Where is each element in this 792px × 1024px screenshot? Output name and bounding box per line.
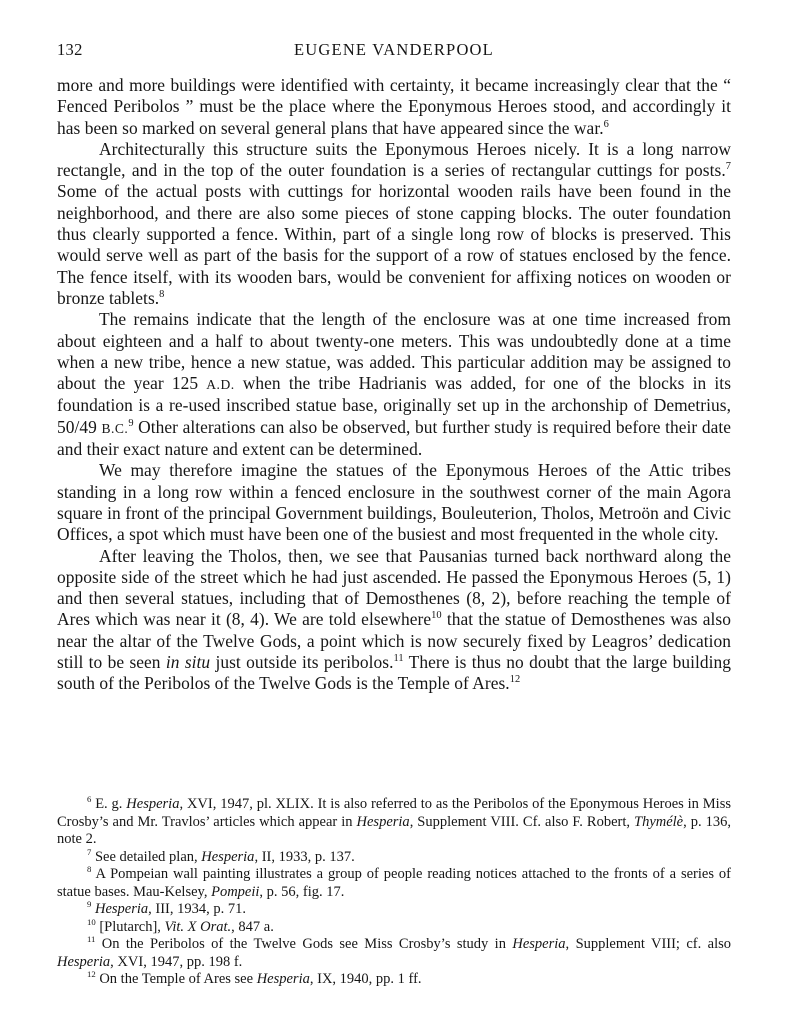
footnote-7: [57, 846, 731, 867]
footnote-ref-8[interactable]: 8: [159, 289, 165, 301]
text-run: just outside its peribolos.: [210, 652, 394, 673]
era-abbreviation: A.D.: [206, 377, 235, 393]
footnote-number: 12: [87, 969, 96, 980]
book-title: Thymélè: [634, 813, 684, 830]
journal-title: Hesperia: [256, 971, 310, 987]
text-run: more and more buildings were identified with certainty, it became increasingly clear that the “ Fenced Peribolos ” must be the place where the Eponymous Heroes stood, and accordingly it has been so marked on several general plans that have appeared since the war.: [57, 75, 731, 138]
text-run: that the statue of Demosthenes was also near the altar of the Twelve Gods, a point which is now securely fixed by Leagros’ dedication still to be seen: [57, 609, 731, 673]
footnotes: [57, 796, 731, 989]
text-run: when the tribe Hadrianis was added, for one of the blocks in its foundation is a re-used inscribed statue base, originally set up in the archonship of Demetrius, 50/49: [57, 373, 732, 437]
journal-title: Hesperia: [94, 901, 149, 917]
journal-title: Hesperia: [356, 813, 410, 830]
paragraph-2: [57, 139, 731, 309]
text-run: , XVI, 1947, pp. 198 f.: [110, 953, 243, 970]
text-run: , p. 56, fig. 17.: [259, 883, 345, 900]
footnote-ref-9[interactable]: 9: [128, 417, 134, 429]
text-run: , XVI, 1947, pl. XLIX. It is also referred to as the Peribolos of the Eponymous Heroes in Miss Crosby’s and Mr. Travlos’ articles which appear in: [57, 796, 731, 830]
work-title: Vit. X Orat.: [164, 918, 232, 935]
text-run: Other alterations can also be observed, but further study is required before their date and their exact nature and extent can be determined.: [57, 416, 731, 460]
footnote-ref-7[interactable]: 7: [725, 161, 731, 173]
text-run: After leaving the Tholos, then, we see that Pausanias turned back northward along the opposite side of the street which he had just ascended. He passed the Eponymous Heroes (5, 1) and then several statues, including that of Demosthenes (8, 2), before reaching the temple of Ares which was near it (8, 4). We are told elsewhere: [57, 545, 731, 630]
journal-title: Hesperia: [512, 936, 566, 952]
footnote-12: [57, 971, 731, 989]
paragraph-1: [57, 75, 731, 139]
text-run: Some of the actual posts with cuttings for horizontal wooden rails have been found in the neighborhood, and there are also some pieces of stone capping blocks. The outer foundation thus clearly supported a fence. Within, part of a single long row of blocks is preserved. This would serve well as part of the basis for the support of a row of statues enclosed by the fence. The fence itself, with its wooden bars, would be convenient for affixing notices on wooden or bronze tablets.: [57, 181, 731, 308]
footnote-number: 6: [87, 794, 92, 805]
footnote-11: [57, 936, 731, 971]
running-head: [57, 40, 731, 64]
text-run: On the Temple of Ares see: [95, 971, 257, 987]
footnote-ref-12[interactable]: 12: [509, 674, 521, 686]
footnote-number: 7: [87, 846, 92, 857]
journal-title: Hesperia: [201, 848, 255, 865]
text-run: , II, 1933, p. 137.: [254, 848, 355, 865]
text-run: The remains indicate that the length of the enclosure was at one time increased from about eighteen and a half to about twenty-one meters. This was undoubtedly done at a time when a new tribe, hence a new statue, was added. This particular addition may be assigned to about the year 125: [57, 309, 731, 394]
text-run: See detailed plan,: [91, 848, 202, 865]
book-title: Pompeii: [211, 883, 260, 900]
text-run: [Plutarch],: [95, 918, 165, 935]
running-head-author: EUGENE VANDERPOOL: [294, 40, 494, 59]
text-run: A Pompeian wall painting illustrates a group of people reading notices attached to the fronts of a series of statue bases. Mau-Kelsey,: [57, 866, 731, 900]
journal-title: Hesperia: [126, 796, 180, 812]
paragraph-4: [57, 460, 731, 545]
footnote-number: 8: [87, 864, 92, 875]
footnote-6: [57, 796, 731, 849]
footnote-number: 10: [87, 916, 96, 927]
paragraph-3: [57, 309, 731, 460]
text-run: There is thus no doubt that the large building south of the Peribolos of the Twelve Gods is the Temple of Ares.: [57, 652, 731, 694]
text-run: We may therefore imagine the statues of the Eponymous Heroes of the Attic tribes standing in a long row within a fenced enclosure in the southwest corner of the main Agora square in front of the principal Government buildings, Bouleuterion, Tholos, Metroön and Civic Offices, a spot which must have been one of the busiest and most frequented in the whole city.: [57, 460, 731, 545]
footnote-number: 9: [87, 899, 92, 910]
text-run: , Supplement VIII; cf. also: [565, 936, 732, 952]
paragraph-5: [57, 546, 731, 695]
body-text: [57, 75, 731, 695]
italic-term: in situ: [165, 652, 211, 673]
text-run: , III, 1934, p. 71.: [148, 901, 247, 917]
page-number: 132: [57, 40, 83, 59]
text-run: Architecturally this structure suits the Eponymous Heroes nicely. It is a long narrow rectangle, and in the top of the outer foundation is a series of rectangular cuttings for posts.: [57, 138, 731, 181]
journal-title: Hesperia: [57, 953, 111, 970]
footnote-8: [57, 866, 731, 901]
footnote-ref-10[interactable]: 10: [431, 610, 442, 622]
footnote-number: 11: [87, 934, 96, 945]
footnote-ref-6[interactable]: 6: [603, 118, 609, 130]
text-run: , 847 a.: [231, 918, 274, 935]
text-run: , IX, 1940, pp. 1 ff.: [309, 971, 422, 987]
text-run: , p. 136, note 2.: [57, 813, 731, 847]
era-abbreviation: B.C.: [101, 420, 129, 436]
text-run: On the Peribolos of the Twelve Gods see Miss Crosby’s study in: [95, 936, 513, 952]
footnote-10: [57, 916, 731, 937]
footnote-ref-11[interactable]: 11: [393, 653, 404, 665]
text-run: , Supplement VIII. Cf. also F. Robert,: [409, 813, 634, 830]
footnote-9: [57, 901, 731, 919]
text-run: E. g.: [91, 796, 127, 812]
